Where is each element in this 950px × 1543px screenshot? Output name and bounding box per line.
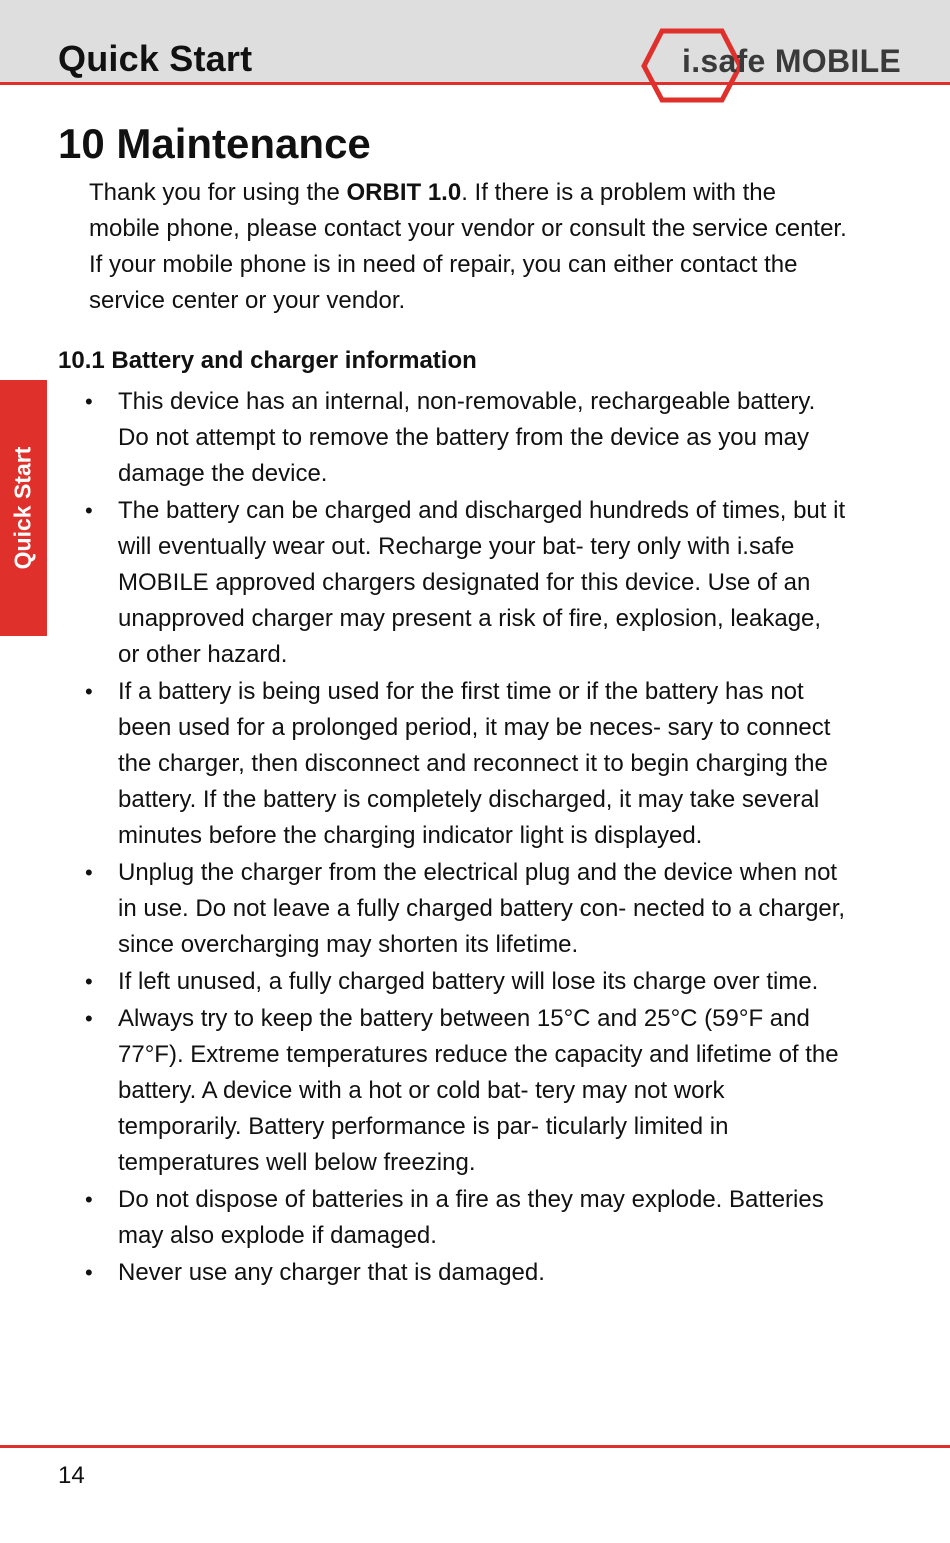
list-item-text: This device has an internal, non-removable, rechargeable battery. Do not attempt to remove the battery from the device as you may damage the device. — [118, 388, 816, 487]
bullet-icon: • — [85, 679, 93, 704]
bullet-icon: • — [85, 1006, 93, 1031]
product-name: ORBIT 1.0 — [346, 179, 462, 206]
list-item — [85, 855, 848, 963]
list-item-text: Always try to keep the battery between 15°C and 25°C (59°F and 77°F). Extreme temperatures reduce the capacity and lifetime of the battery. A device with a hot or cold bat- tery may not work temporarily. Battery performance is par- ticularly limited in temperatures well below freezing. — [118, 1005, 839, 1176]
list-item — [85, 964, 848, 1000]
list-item — [85, 1001, 848, 1181]
list-item — [85, 674, 848, 854]
bullet-icon: • — [85, 1187, 93, 1212]
intro-text-start: Thank you for using the — [89, 179, 347, 206]
list-item-text: If a battery is being used for the first time or if the battery has not been used for a prolonged period, it may be neces- sary to connect the charger, then disconnect and reconnect it to begin charging the battery. If the battery is completely discharged, it may take several minutes before the charging indicator light is displayed. — [118, 678, 831, 849]
battery-info-list — [85, 384, 848, 1292]
list-item — [85, 384, 848, 492]
bullet-icon: • — [85, 498, 93, 523]
list-item — [85, 1255, 848, 1291]
list-item-text: Unplug the charger from the electrical plug and the device when not in use. Do not leave a fully charged battery con- nected to a charger, since overcharging may shorten its lifetime. — [118, 859, 846, 958]
header-title: Quick Start — [58, 38, 253, 79]
bullet-icon: • — [85, 969, 93, 994]
brand-logo — [640, 28, 930, 104]
footer-rule — [0, 1445, 950, 1448]
list-item — [85, 1182, 848, 1254]
intro-text-end: . If there is a problem with the mobile phone, please contact your vendor or consult the service center. If your mobile phone is in need of repair, you can either contact the service center or your vendor. — [89, 179, 847, 314]
list-item-text: If left unused, a fully charged battery will lose its charge over time. — [118, 968, 819, 995]
side-tab-label: Quick Start — [9, 446, 36, 570]
chapter-title: 10 Maintenance — [58, 120, 371, 167]
list-item-text: The battery can be charged and discharged hundreds of times, but it will eventually wear out. Recharge your bat- tery only with i.safe MOBILE approved chargers designated for this device. Use of an unapproved charger may present a risk of fire, explosion, leakage, or other hazard. — [118, 497, 846, 668]
section-title: 10.1 Battery and charger information — [58, 347, 477, 374]
intro-paragraph — [89, 175, 849, 319]
list-item — [85, 493, 848, 673]
bullet-icon: • — [85, 389, 93, 414]
list-item-text: Never use any charger that is damaged. — [118, 1259, 545, 1286]
bullet-icon: • — [85, 1260, 93, 1285]
bullet-icon: • — [85, 860, 93, 885]
logo-text: i.safe MOBILE — [682, 43, 902, 79]
list-item-text: Do not dispose of batteries in a fire as they may explode. Batteries may also explode if damaged. — [118, 1186, 824, 1249]
page-number: 14 — [58, 1462, 85, 1489]
